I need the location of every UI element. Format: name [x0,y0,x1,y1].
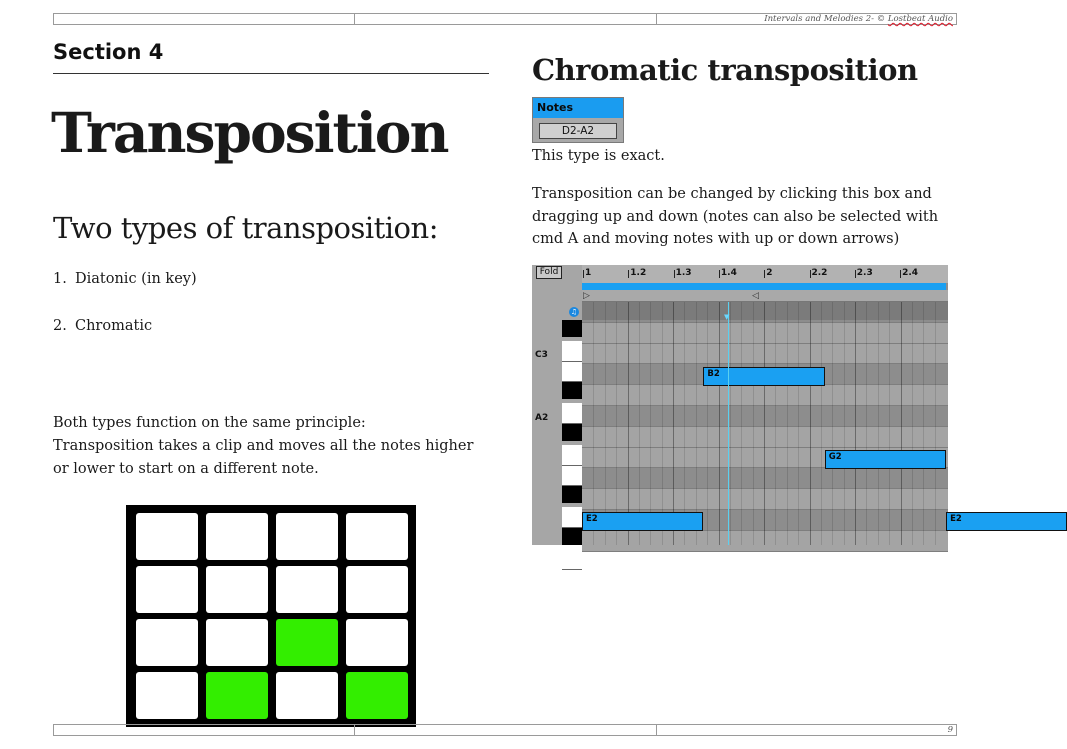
principle-line: Both types function on the same principle: [53,415,366,431]
exact-text: This type is exact. [532,148,665,164]
beat-tick [855,270,856,278]
grid-line [764,302,765,545]
grid-line [844,302,845,545]
grid-line [616,302,617,545]
beat-tick [810,270,811,278]
pad-lit [346,672,408,719]
grid-line [673,302,674,545]
grid-line [593,302,594,545]
footer-cell-left [54,725,355,735]
list-text: Chromatic [75,318,153,334]
black-key[interactable] [562,486,582,503]
grid-line [775,302,776,545]
start-marker-icon[interactable]: ▷ [583,291,590,301]
beat-label: 1.3 [675,268,692,278]
beat-label: 2.2 [811,268,828,278]
note-lane [582,468,948,489]
white-key[interactable] [562,341,582,362]
list-number: 2. [53,318,67,334]
beat-ruler[interactable] [582,265,948,283]
notes-transpose-widget [532,97,624,143]
pad [206,566,268,613]
beat-tick [719,270,720,278]
grid-line [605,302,606,545]
subtitle: Two types of transposition: [53,211,438,245]
grid-line [889,302,890,545]
grid-line [901,302,902,545]
white-key[interactable] [562,466,582,487]
footer-cell-right [657,725,956,735]
pad-lit [276,619,338,666]
beat-label: 1.2 [630,268,647,278]
beat-tick [674,270,675,278]
beat-tick [764,270,765,278]
pad-lit [206,672,268,719]
black-key[interactable] [562,424,582,441]
page-title: Transposition [51,100,448,165]
grid-line [821,302,822,545]
headphone-icon[interactable]: ♫ [570,308,578,316]
note-lane [582,344,948,365]
grid-line [923,302,924,545]
key-label-c3: C3 [535,350,548,360]
note-lane [582,385,948,406]
midi-note[interactable]: G2 [825,450,946,469]
grid-line [719,302,720,545]
beat-label: 1.4 [720,268,737,278]
beat-label: 2.4 [902,268,919,278]
header-cell-left [54,14,355,24]
key-label-a2: A2 [535,413,549,423]
grid-line [741,302,742,545]
grid-line [787,302,788,545]
beat-label: 2 [766,268,773,278]
pad [276,566,338,613]
footer-rule [53,724,957,736]
pad [136,513,198,560]
header-rule [53,13,957,25]
list-item [53,318,152,334]
white-key[interactable] [562,445,582,466]
white-key[interactable] [562,507,582,528]
grid-line [866,302,867,545]
note-lane [582,427,948,448]
header-cell-middle [355,14,657,24]
note-lane [582,531,948,552]
note-grid[interactable] [582,302,948,545]
black-key[interactable] [562,528,582,545]
section-divider [53,73,489,74]
pad [206,513,268,560]
midi-note[interactable]: E2 [946,512,1067,531]
end-marker-icon[interactable]: ◁ [752,291,759,301]
note-lane [582,323,948,344]
white-key[interactable] [562,362,582,383]
loop-brace[interactable] [582,283,946,290]
grid-line [810,302,811,545]
black-key[interactable] [562,382,582,399]
instructions-paragraph: Transposition can be changed by clicking this box and dragging up and down (notes can also be selected with cmd A and moving notes with up or down arrows) [532,186,939,247]
pad [346,513,408,560]
grid-line [707,302,708,545]
beat-label: 2.3 [856,268,873,278]
grid-line [798,302,799,545]
pad [346,566,408,613]
white-key[interactable] [562,403,582,424]
grid-line [684,302,685,545]
beat-tick [583,270,584,278]
beat-label: 1 [585,268,592,278]
pad [136,672,198,719]
grid-line [662,302,663,545]
grid-line [935,302,936,545]
grid-line [650,302,651,545]
section-label: Section 4 [53,40,164,64]
grid-line [696,302,697,545]
black-key[interactable] [562,320,582,337]
grid-line [628,302,629,545]
note-lane [582,406,948,427]
piano-roll-screenshot [532,265,962,545]
pad [276,513,338,560]
pad [346,619,408,666]
white-key[interactable] [562,549,582,570]
footer-cell-middle [355,725,657,735]
beat-tick [628,270,629,278]
midi-note[interactable]: E2 [582,512,703,531]
lane-header [582,302,948,320]
chromatic-heading: Chromatic transposition [532,53,918,87]
playhead-marker-icon: ▼ [724,313,730,321]
principle-line: Transposition takes a clip and moves all the notes higher or lower to start on a different note. [53,438,474,477]
pad [276,672,338,719]
playhead [728,302,729,545]
grid-line [730,302,731,545]
beat-tick [900,270,901,278]
pad [206,619,268,666]
brand-name: Lostbeat Audio [887,14,953,24]
grid-line [639,302,640,545]
midi-note[interactable]: B2 [703,367,824,386]
pad [136,619,198,666]
list-text: Diatonic (in key) [75,271,197,287]
grid-line [855,302,856,545]
transpose-range-box[interactable]: D2-A2 [539,123,617,139]
page-number: 9 [947,725,953,735]
principle-paragraph [53,412,493,481]
note-lane [582,489,948,510]
fold-button[interactable]: Fold [536,266,562,279]
pad-grid-image [126,505,416,727]
notes-title: Notes [533,98,623,118]
list-number: 1. [53,271,67,287]
grid-line [832,302,833,545]
grid-line [912,302,913,545]
running-title: Intervals and Melodies 2- © Lostbeat Audio [764,14,953,24]
pad [136,566,198,613]
marker-row [582,290,948,302]
grid-line [878,302,879,545]
list-item [53,271,197,287]
header-cell-right [657,14,956,24]
grid-line [753,302,754,545]
